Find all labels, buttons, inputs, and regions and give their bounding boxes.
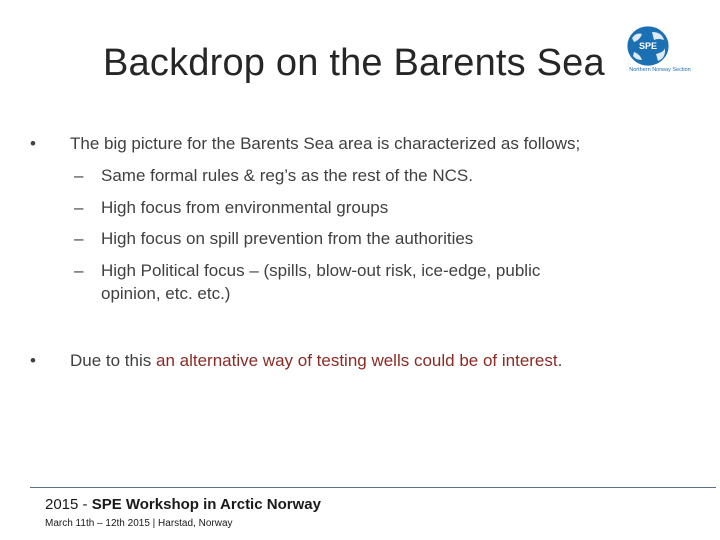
sub-item-2-text: High focus from environmental groups [101,198,389,217]
slide-title: Backdrop on the Barents Sea [103,42,605,84]
sub-item-1-text: Same formal rules & reg’s as the rest of the NCS. [101,166,473,185]
sub-item-4-continuation: opinion, etc. etc.) [101,284,231,303]
footer-divider [30,487,716,488]
bullet-marker: • [30,134,36,153]
sub-item-4-text: High Political focus – (spills, blow-out risk, ice-edge, public [101,261,541,280]
bullet-marker: • [30,351,36,370]
footer-details: March 11th – 12th 2015 | Harstad, Norway [45,518,233,529]
sub-marker: – [74,261,84,280]
bullet-2-text [70,351,562,371]
bullet-1-text: The big picture for the Barents Sea area is characterized as follows; [70,134,581,153]
bullet-2-text-before: Due to this [70,351,156,370]
footer-year: 2015 - [45,496,92,513]
logo-caption: Northern Norway Section [629,67,691,73]
sub-marker: – [74,198,84,217]
logo-text: SPE [638,41,658,51]
sub-item-3-text: High focus on spill prevention from the authorities [101,229,474,248]
sub-marker: – [74,166,84,185]
footer-event-name: SPE Workshop in Arctic Norway [91,496,321,513]
footer-event [45,496,321,513]
bullet-2-emphasis: an alternative way of testing wells could be of interest [156,351,558,370]
bullet-2-text-after: . [557,351,563,370]
sub-marker: – [74,229,84,248]
